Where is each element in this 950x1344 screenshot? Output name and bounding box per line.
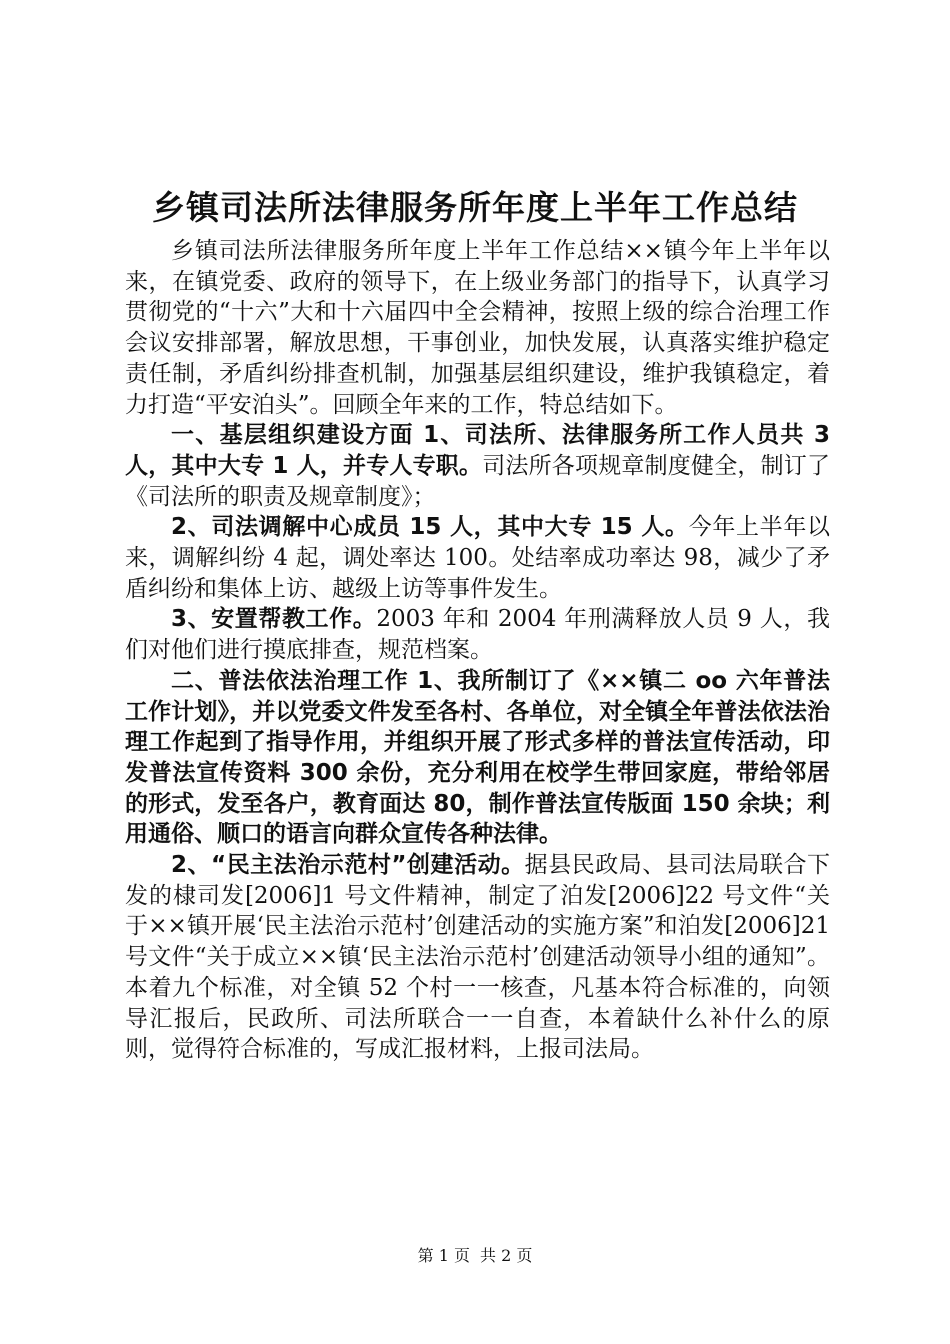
paragraph-bold-text: 2、“民主法治示范村”创建活动。 [171, 852, 525, 879]
paragraph-bold-text: 2、司法调解中心成员 15 人，其中大专 15 人。 [171, 514, 689, 541]
paragraph-text: 司法所各项规章制度健全，制订了《司法所的职责及规章制度》； [125, 452, 830, 510]
paragraph-section-2-2 [125, 850, 830, 1065]
paragraph-bold-text: 二、普法依法治理工作 1、我所制订了《××镇二 oo 六年普法工作计划》，并以党委文件发至各村、各单位，对全镇全年普法依法治理工作起到了指导作用，并组织开展了形式多样的普法宣传活动，印发普法宣传资料 300 余份，充分利用在校学生带回家庭，带给邻居的形式，发至各户，教育面达 80，制作普法宣传版面 150 余块；利用通俗、顺口的语言向群众宣传各种法律。 [125, 667, 830, 848]
page-footer [0, 1245, 950, 1267]
page-total: 共 2 页 [480, 1246, 533, 1265]
paragraph-bold-text: 3、安置帮教工作。 [171, 606, 377, 633]
document-title: 乡镇司法所法律服务所年度上半年工作总结 [152, 188, 798, 227]
paragraph-text: 2003 年和 2004 年刑满释放人员 9 人，我们对他们进行摸底排查，规范档案。 [125, 606, 830, 664]
paragraph-section-1-2 [125, 512, 830, 604]
paragraph-section-2 [125, 666, 830, 850]
paragraph-section-1-3 [125, 604, 830, 665]
paragraph-bold-text: 一、基层组织建设方面 1、司法所、法律服务所工作人员共 3 人，其中大专 1 人，并专人专职。 [125, 422, 830, 479]
paragraph-text: 据县民政局、县司法局联合下发的棣司发[2006]1 号文件精神，制定了泊发[2006]22 号文件“关于××镇开展‘民主法治示范村’创建活动的实施方案”和泊发[2006]21 号文件“关于成立××镇‘民主法治示范村’创建活动领导小组的通知”。本着九个标准，对全镇 52 个村一一核查，凡基本符合标准的，向领导汇报后，民政所、司法所联合一一自查，本着缺什么补什么的原则，觉得符合标准的，写成汇报材料，上报司法局。 [125, 852, 830, 1063]
paragraph-intro [125, 236, 830, 420]
paragraph-text: 乡镇司法所法律服务所年度上半年工作总结××镇今年上半年以来，在镇党委、政府的领导下，在上级业务部门的指导下，认真学习贯彻党的“十六”大和十六届四中全会精神，按照上级的综合治理工作会议安排部署，解放思想，干事创业，加快发展，认真落实维护稳定责任制，矛盾纠纷排查机制，加强基层组织建设，维护我镇稳定，着力打造“平安泊头”。回顾全年来的工作，特总结如下。 [125, 238, 830, 418]
document-body [125, 236, 830, 1065]
paragraph-text: 今年上半年以来，调解纠纷 4 起，调处率达 100。处结率成功率达 98，减少了矛盾纠纷和集体上访、越级上访等事件发生。 [125, 514, 831, 602]
page-number: 第 1 页 [417, 1246, 470, 1265]
paragraph-section-1 [125, 420, 830, 512]
